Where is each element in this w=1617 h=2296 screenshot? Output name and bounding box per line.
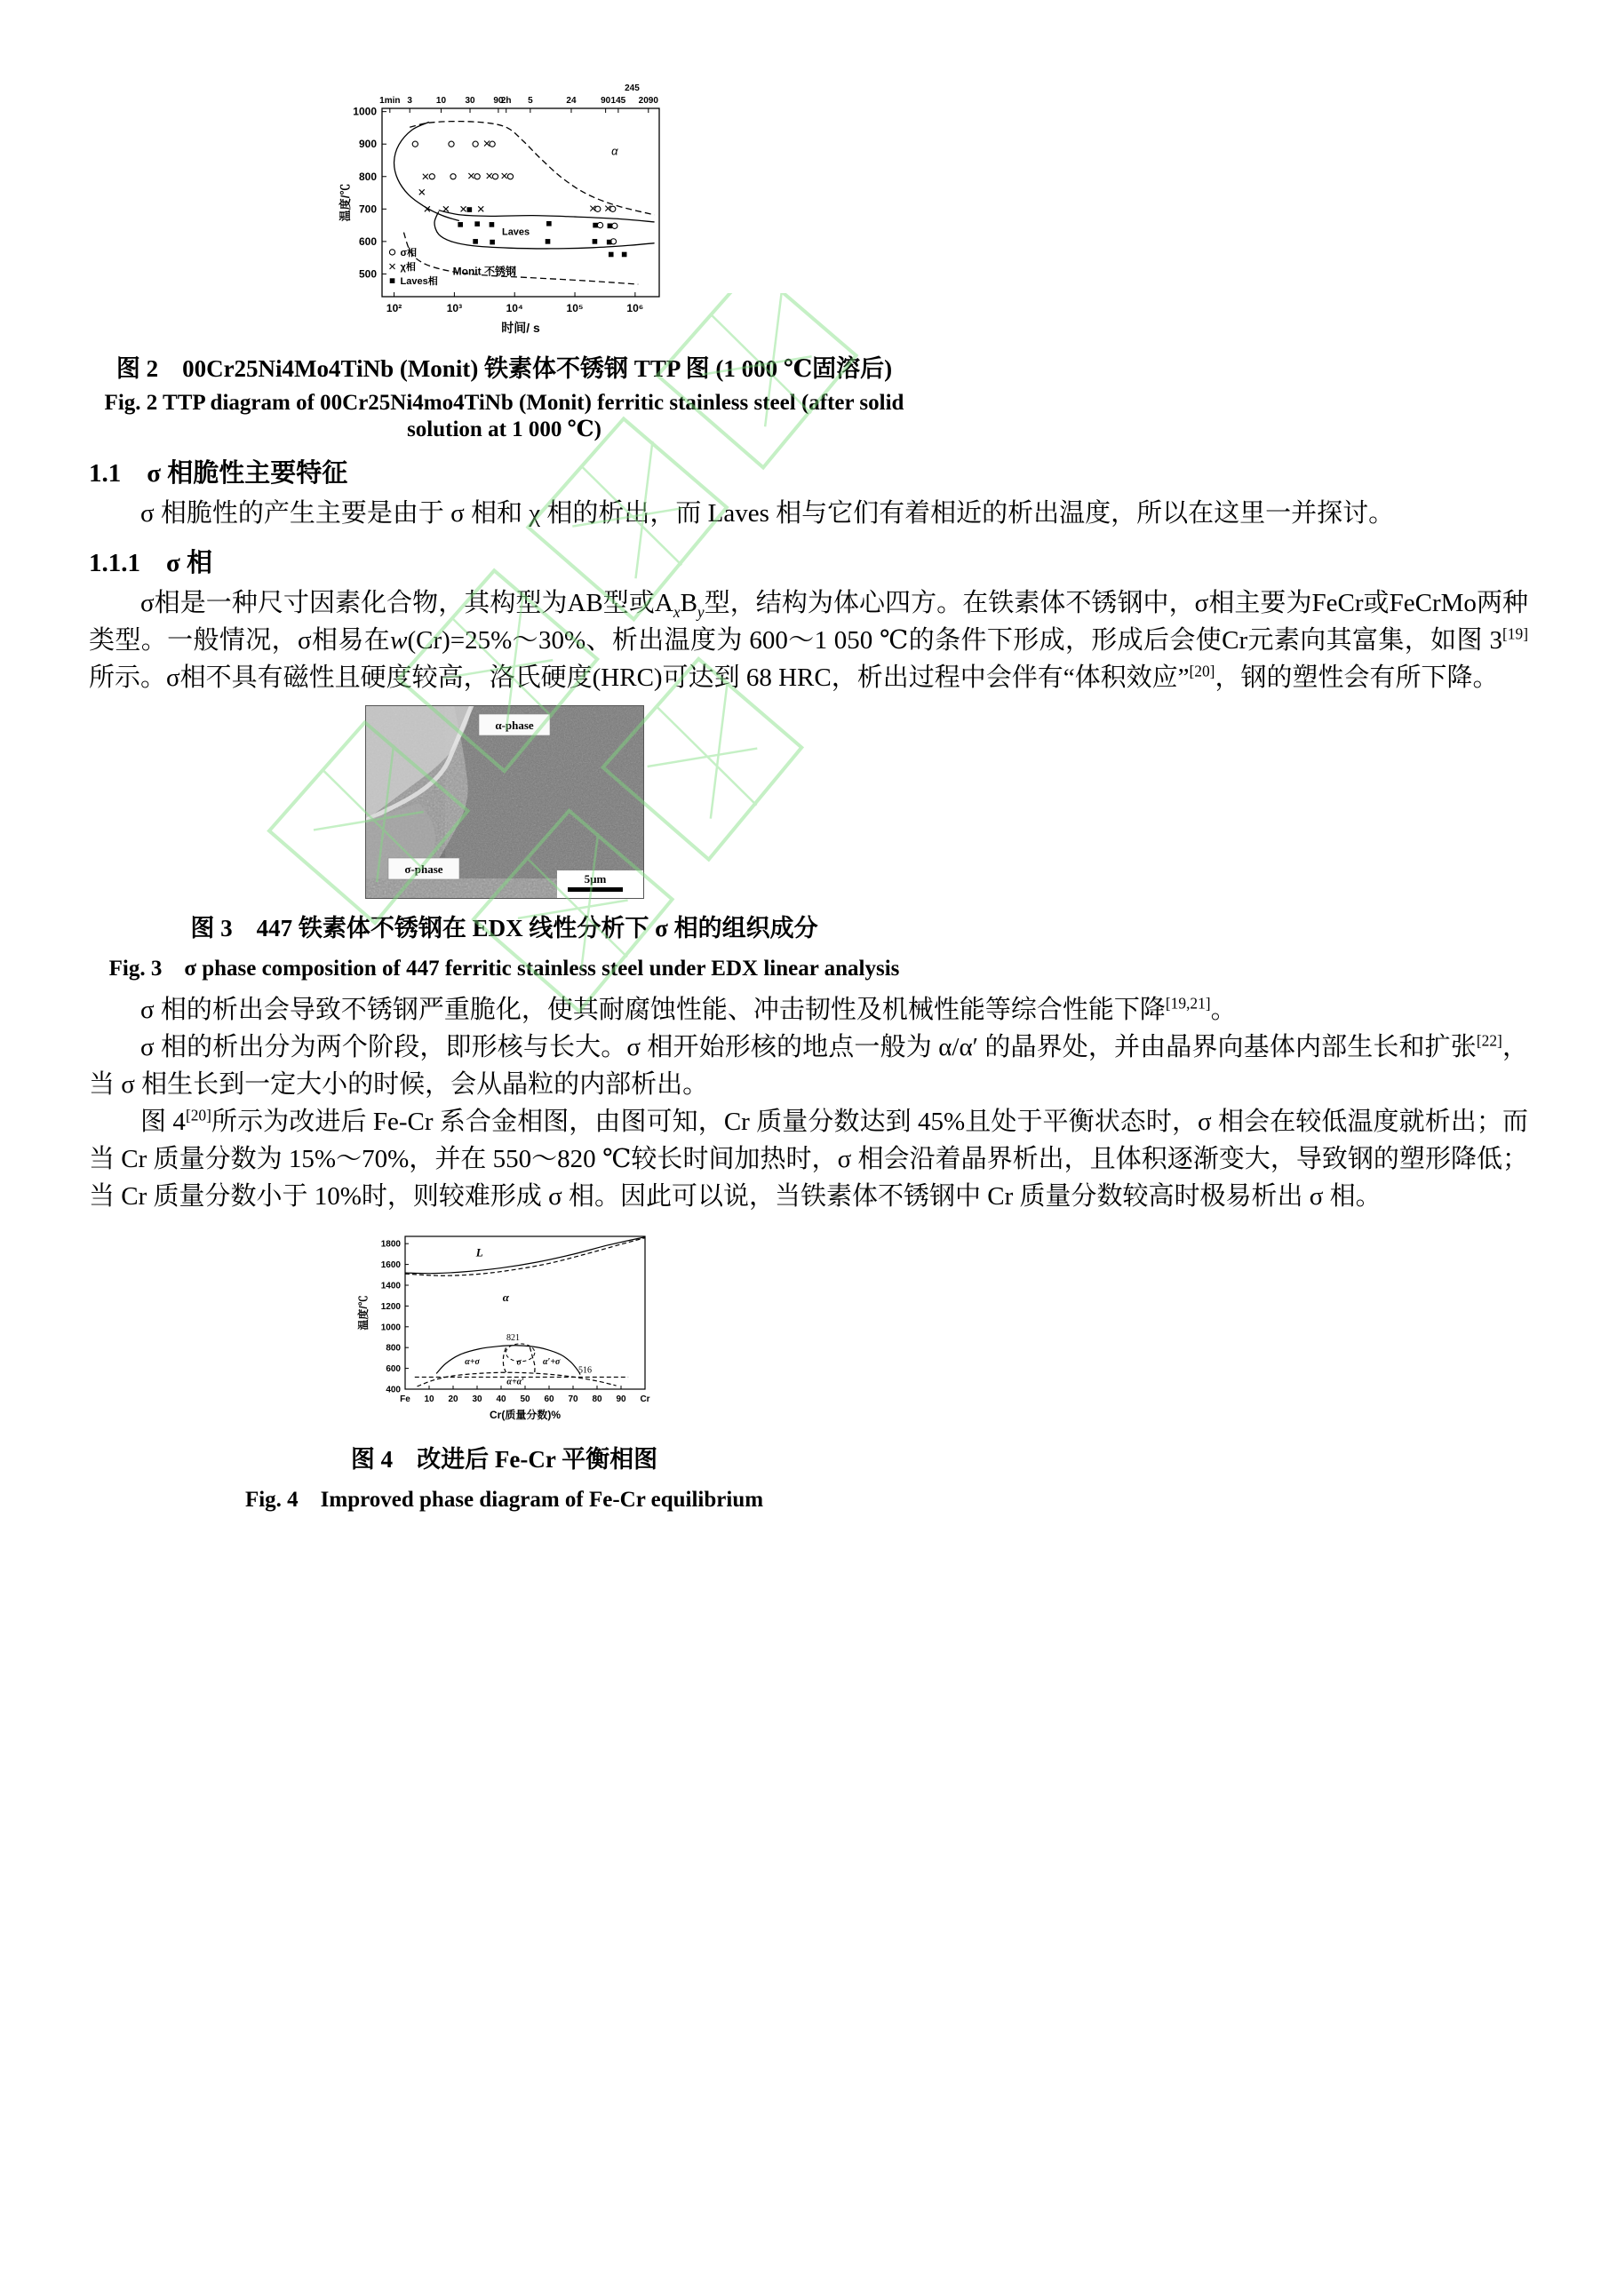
svg-text:L: L — [475, 1245, 483, 1259]
figure-4 — [89, 1226, 920, 1513]
body-paragraph: σ 相脆性的产生主要是由于 σ 相和 χ 相的析出，而 Laves 相与它们有着相近的析出温度，所以在这里一并探讨。 — [140, 499, 1395, 528]
svg-text:80: 80 — [592, 1394, 602, 1404]
svg-text:χ相: χ相 — [400, 262, 416, 274]
figure-2-caption-en: Fig. 2 TTP diagram of 00Cr25Ni4mo4TiNb (Monit) ferritic stainless steel (after solid solution at 1 000 ℃) — [104, 391, 904, 441]
svg-text:Cr(质量分数)%: Cr(质量分数)% — [490, 1409, 561, 1421]
svg-text:1800: 1800 — [380, 1239, 401, 1250]
svg-text:1000: 1000 — [353, 105, 377, 118]
svg-text:10: 10 — [424, 1394, 434, 1404]
svg-text:90: 90 — [601, 96, 611, 106]
svg-text:70: 70 — [568, 1394, 578, 1404]
svg-text:1000: 1000 — [380, 1323, 401, 1333]
svg-text:α-phase: α-phase — [494, 719, 534, 732]
svg-text:10³: 10³ — [446, 302, 463, 314]
svg-text:60: 60 — [544, 1394, 554, 1404]
svg-text:σ-phase: σ-phase — [403, 862, 443, 876]
svg-text:Fe: Fe — [400, 1394, 410, 1404]
svg-text:800: 800 — [358, 170, 377, 183]
svg-text:σ相: σ相 — [400, 247, 418, 258]
svg-text:α+α′: α+α′ — [506, 1377, 524, 1387]
figure-3-caption-cn: 图 3 447 铁素体不锈钢在 EDX 线性分析下 σ 相的组织成分 — [190, 915, 818, 941]
svg-text:α′+σ: α′+σ — [542, 1357, 561, 1368]
svg-text:5: 5 — [528, 96, 533, 106]
svg-text:时间/ s: 时间/ s — [501, 321, 540, 335]
svg-text:30: 30 — [472, 1394, 482, 1404]
svg-text:1600: 1600 — [380, 1260, 401, 1271]
svg-text:500: 500 — [358, 267, 377, 281]
svg-text:α: α — [502, 1291, 510, 1305]
svg-text:50: 50 — [520, 1394, 530, 1404]
svg-text:1min: 1min — [379, 96, 401, 106]
svg-text:516: 516 — [578, 1365, 592, 1376]
svg-text:σ: σ — [516, 1357, 522, 1368]
fe-cr-phase-diagram-chart — [355, 1226, 653, 1430]
svg-text:145: 145 — [610, 96, 626, 106]
svg-text:900: 900 — [358, 138, 377, 151]
svg-text:90: 90 — [616, 1394, 626, 1404]
svg-text:10⁵: 10⁵ — [566, 302, 584, 314]
body-paragraph: σ相是一种尺寸因素化合物，其构型为AB型或$A_xB_y$型，结构为体心四方。在铁素体不锈钢中，σ相主要为FeCr或FeCrMo两种类型。一般情况，σ相易在w(Cr)=25%～30%、析出温度为 600～1 050 ℃的条件下形成，形成后会使Cr元素向其富集，如图 3[19]所示。σ相不具有磁性且硬度较高，洛氏硬度(HRC)可达到 68 HRC，析出过程中会伴有“体积效应”[20]，钢的塑性会有所下降。 — [89, 589, 1528, 692]
svg-text:10⁴: 10⁴ — [506, 302, 523, 314]
section-heading-1-1: 1.1 σ 相脆性主要特征 — [89, 459, 348, 488]
svg-text:10: 10 — [435, 96, 447, 106]
svg-text:2h: 2h — [500, 96, 512, 106]
svg-text:α: α — [611, 144, 618, 158]
svg-text:1400: 1400 — [380, 1281, 401, 1291]
svg-text:温度/℃: 温度/℃ — [357, 1295, 370, 1331]
svg-text:600: 600 — [386, 1364, 401, 1375]
svg-text:90: 90 — [493, 96, 504, 106]
svg-text:Cr: Cr — [640, 1394, 650, 1404]
figure-3 — [89, 705, 920, 982]
svg-text:24: 24 — [566, 96, 577, 106]
svg-text:5μm: 5μm — [584, 872, 606, 886]
ttp-diagram-chart — [338, 82, 671, 339]
svg-text:30: 30 — [465, 96, 475, 106]
section-heading-1-1-1: 1.1.1 σ 相 — [89, 549, 213, 577]
svg-text:温度/℃: 温度/℃ — [339, 183, 352, 222]
body-paragraph: σ 相的析出会导致不锈钢严重脆化，使其耐腐蚀性能、冲击韧性及机械性能等综合性能下降[19,21]。 — [140, 994, 1237, 1024]
svg-text:10⁶: 10⁶ — [626, 302, 644, 314]
svg-text:α+σ: α+σ — [465, 1357, 480, 1368]
svg-text:800: 800 — [386, 1343, 401, 1354]
figure-4-caption-cn: 图 4 改进后 Fe-Cr 平衡相图 — [350, 1446, 658, 1473]
sem-micrograph — [365, 705, 644, 899]
figure-2-caption-cn: 图 2 00Cr25Ni4Mo4TiNb (Monit) 铁素体不锈钢 TTP 图 (1 000 ℃固溶后) — [116, 355, 893, 382]
svg-text:20: 20 — [448, 1394, 458, 1404]
figure-4-caption-en: Fig. 4 Improved phase diagram of Fe-Cr equilibrium — [244, 1488, 764, 1512]
svg-text:245: 245 — [625, 83, 640, 93]
svg-text:700: 700 — [358, 203, 377, 216]
svg-text:Monit 不锈钢: Monit 不锈钢 — [452, 265, 516, 278]
svg-text:1200: 1200 — [380, 1301, 401, 1312]
body-paragraph: 图 4[20]所示为改进后 Fe-Cr 系合金相图，由图可知，Cr 质量分数达到 45%且处于平衡状态时，σ 相会在较低温度就析出；而当 Cr 质量分数为 15%～70%，并在 550～820 ℃较长时间加热时，σ 相会沿着晶界析出，且体积逐渐变大，导致钢的塑形降低；当 Cr 质量分数小于 10%时，则较难形成 σ 相。因此可以说，当铁素体不锈钢中 Cr 质量分数较高时极易析出 σ 相。 — [89, 1106, 1528, 1211]
svg-text:3: 3 — [407, 96, 412, 106]
svg-text:2090: 2090 — [638, 96, 658, 106]
document-page-content — [89, 82, 1528, 1522]
svg-text:400: 400 — [386, 1385, 401, 1395]
svg-text:600: 600 — [358, 234, 377, 248]
svg-text:40: 40 — [496, 1394, 506, 1404]
figure-3-caption-en: Fig. 3 σ phase composition of 447 ferritic stainless steel under EDX linear analysis — [108, 957, 900, 981]
svg-text:Laves相: Laves相 — [400, 276, 438, 288]
figure-2 — [89, 82, 920, 442]
svg-text:Laves: Laves — [501, 226, 530, 238]
body-paragraph: σ 相的析出分为两个阶段，即形核与长大。σ 相开始形核的地点一般为 α/α′ 的晶界处，并由晶界向基体内部生长和扩张[22]，当 σ 相生长到一定大小的时候，会从晶粒的内部析出。 — [89, 1031, 1528, 1099]
svg-text:10²: 10² — [386, 302, 402, 314]
svg-text:821: 821 — [506, 1333, 520, 1344]
